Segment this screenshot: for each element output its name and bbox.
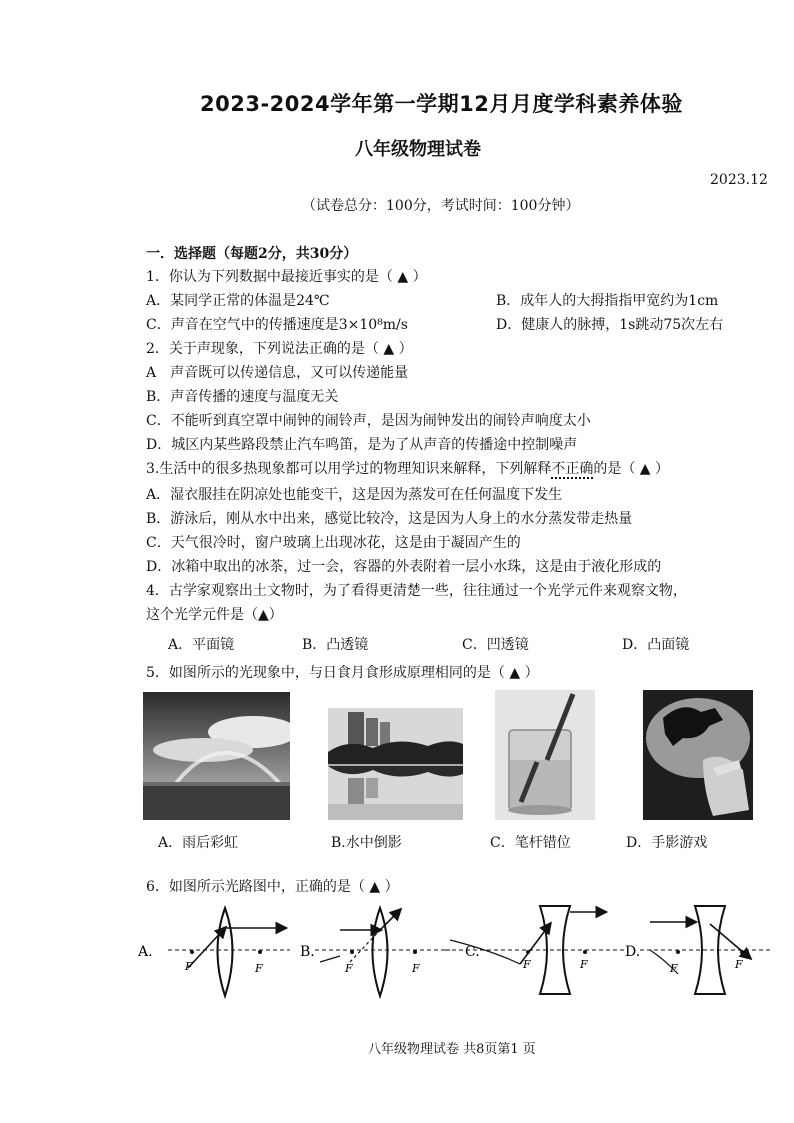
- q4-option-a: A．平面镜: [168, 637, 235, 653]
- q4-option-d: D．凸面镜: [622, 637, 690, 653]
- lens-diagram-c: [445, 906, 625, 994]
- lens-diagram-b: [300, 908, 450, 996]
- water-reflection-photo: [328, 708, 463, 820]
- focus-label-a1: F: [185, 960, 193, 973]
- diagram-label-d: D.: [625, 944, 641, 960]
- focus-label-c1: F: [523, 958, 531, 971]
- focus-label-d1: F: [670, 962, 678, 975]
- diagram-label-b: B.: [300, 944, 315, 960]
- focus-label-a2: F: [255, 962, 263, 975]
- q2-option-b: B．声音传播的速度与温度无关: [146, 389, 339, 405]
- diagram-label-a: A.: [138, 944, 153, 960]
- q2-option-c: C．不能听到真空罩中闹钟的闹铃声，是因为闹钟发出的闹铃声响度太小: [146, 413, 591, 429]
- section-heading: 一．选择题（每题2分，共30分）: [146, 246, 358, 262]
- lens-diagram-a: [137, 908, 290, 996]
- exam-subtitle: 八年级物理试卷: [355, 139, 481, 160]
- q3-option-a: A．湿衣服挂在阴凉处也能变干，这是因为蒸发可在任何温度下发生: [146, 487, 563, 503]
- q4-option-b: B．凸透镜: [302, 637, 369, 653]
- focus-label-b1: F: [345, 962, 353, 975]
- q3-option-d: D．冰箱中取出的冰茶，过一会，容器的外表附着一层小水珠，这是由于液化形成的: [146, 559, 662, 575]
- q5-caption-b: B.水中倒影: [331, 835, 402, 851]
- q1-option-c: C．声音在空气中的传播速度是3×10⁸m/s: [146, 317, 408, 333]
- hand-shadow-photo: [643, 690, 753, 820]
- q3-option-b: B．游泳后，刚从水中出来，感觉比较冷，这是因为人身上的水分蒸发带走热量: [146, 511, 633, 527]
- q3-stem-pre: 3.生活中的很多热现象都可以用学过的物理知识来解释，下列解释: [146, 461, 552, 477]
- exam-title: 2023-2024学年第一学期12月月度学科素养体验: [200, 92, 683, 116]
- q4-stem-line1: 4．古学家观察出土文物时，为了看得更清楚一些，往往通过一个光学元件来观察文物，: [146, 583, 687, 599]
- q6-stem: 6．如图所示光路图中，正确的是（ ▲ ）: [146, 879, 399, 895]
- q1-stem: 1．你认为下列数据中最接近事实的是（ ▲ ）: [146, 269, 427, 285]
- focus-label-d2: F: [735, 958, 743, 971]
- q5-caption-c: C．笔杆错位: [490, 835, 571, 851]
- q3-stem: [146, 458, 669, 478]
- lens-diagram-d: [625, 906, 770, 994]
- diagram-label-c: C.: [465, 944, 480, 960]
- q4-option-c: C．凹透镜: [462, 637, 529, 653]
- q1-option-d: D．健康人的脉搏，1s跳动75次左右: [496, 317, 724, 333]
- q2-option-a: A 声音既可以传递信息，又可以传递能量: [146, 365, 409, 381]
- q4-stem-line2: 这个光学元件是（▲）: [146, 607, 283, 623]
- q1-option-a: A．某同学正常的体温是24℃: [146, 293, 330, 309]
- q5-caption-d: D．手影游戏: [626, 835, 708, 851]
- q3-option-c: C．天气很冷时，窗户玻璃上出现冰花，这是由于凝固产生的: [146, 535, 521, 551]
- q3-stem-emphasis: 不正确: [551, 461, 594, 477]
- focus-label-b2: F: [412, 962, 420, 975]
- lens-diagrams: [130, 900, 780, 1015]
- focus-label-c2: F: [580, 958, 588, 971]
- q2-stem: 2．关于声现象，下列说法正确的是（ ▲ ）: [146, 341, 413, 357]
- q5-stem: 5．如图所示的光现象中，与日食月食形成原理相同的是（ ▲ ）: [146, 665, 539, 681]
- q1-option-b: B．成年人的大拇指指甲宽约为1cm: [496, 293, 719, 309]
- q3-stem-post: 的是（ ▲ ）: [593, 461, 670, 477]
- exam-info: （试卷总分：100分，考试时间：100分钟）: [302, 198, 580, 214]
- q5-caption-a: A．雨后彩虹: [158, 835, 239, 851]
- exam-date: 2023.12: [710, 172, 768, 188]
- rainbow-photo: [143, 692, 290, 820]
- page-footer: 八年级物理试卷 共8页第1 页: [368, 1042, 536, 1057]
- pencil-in-glass-photo: [495, 690, 595, 820]
- q2-option-d: D．城区内某些路段禁止汽车鸣笛，是为了从声音的传播途中控制噪声: [146, 437, 578, 453]
